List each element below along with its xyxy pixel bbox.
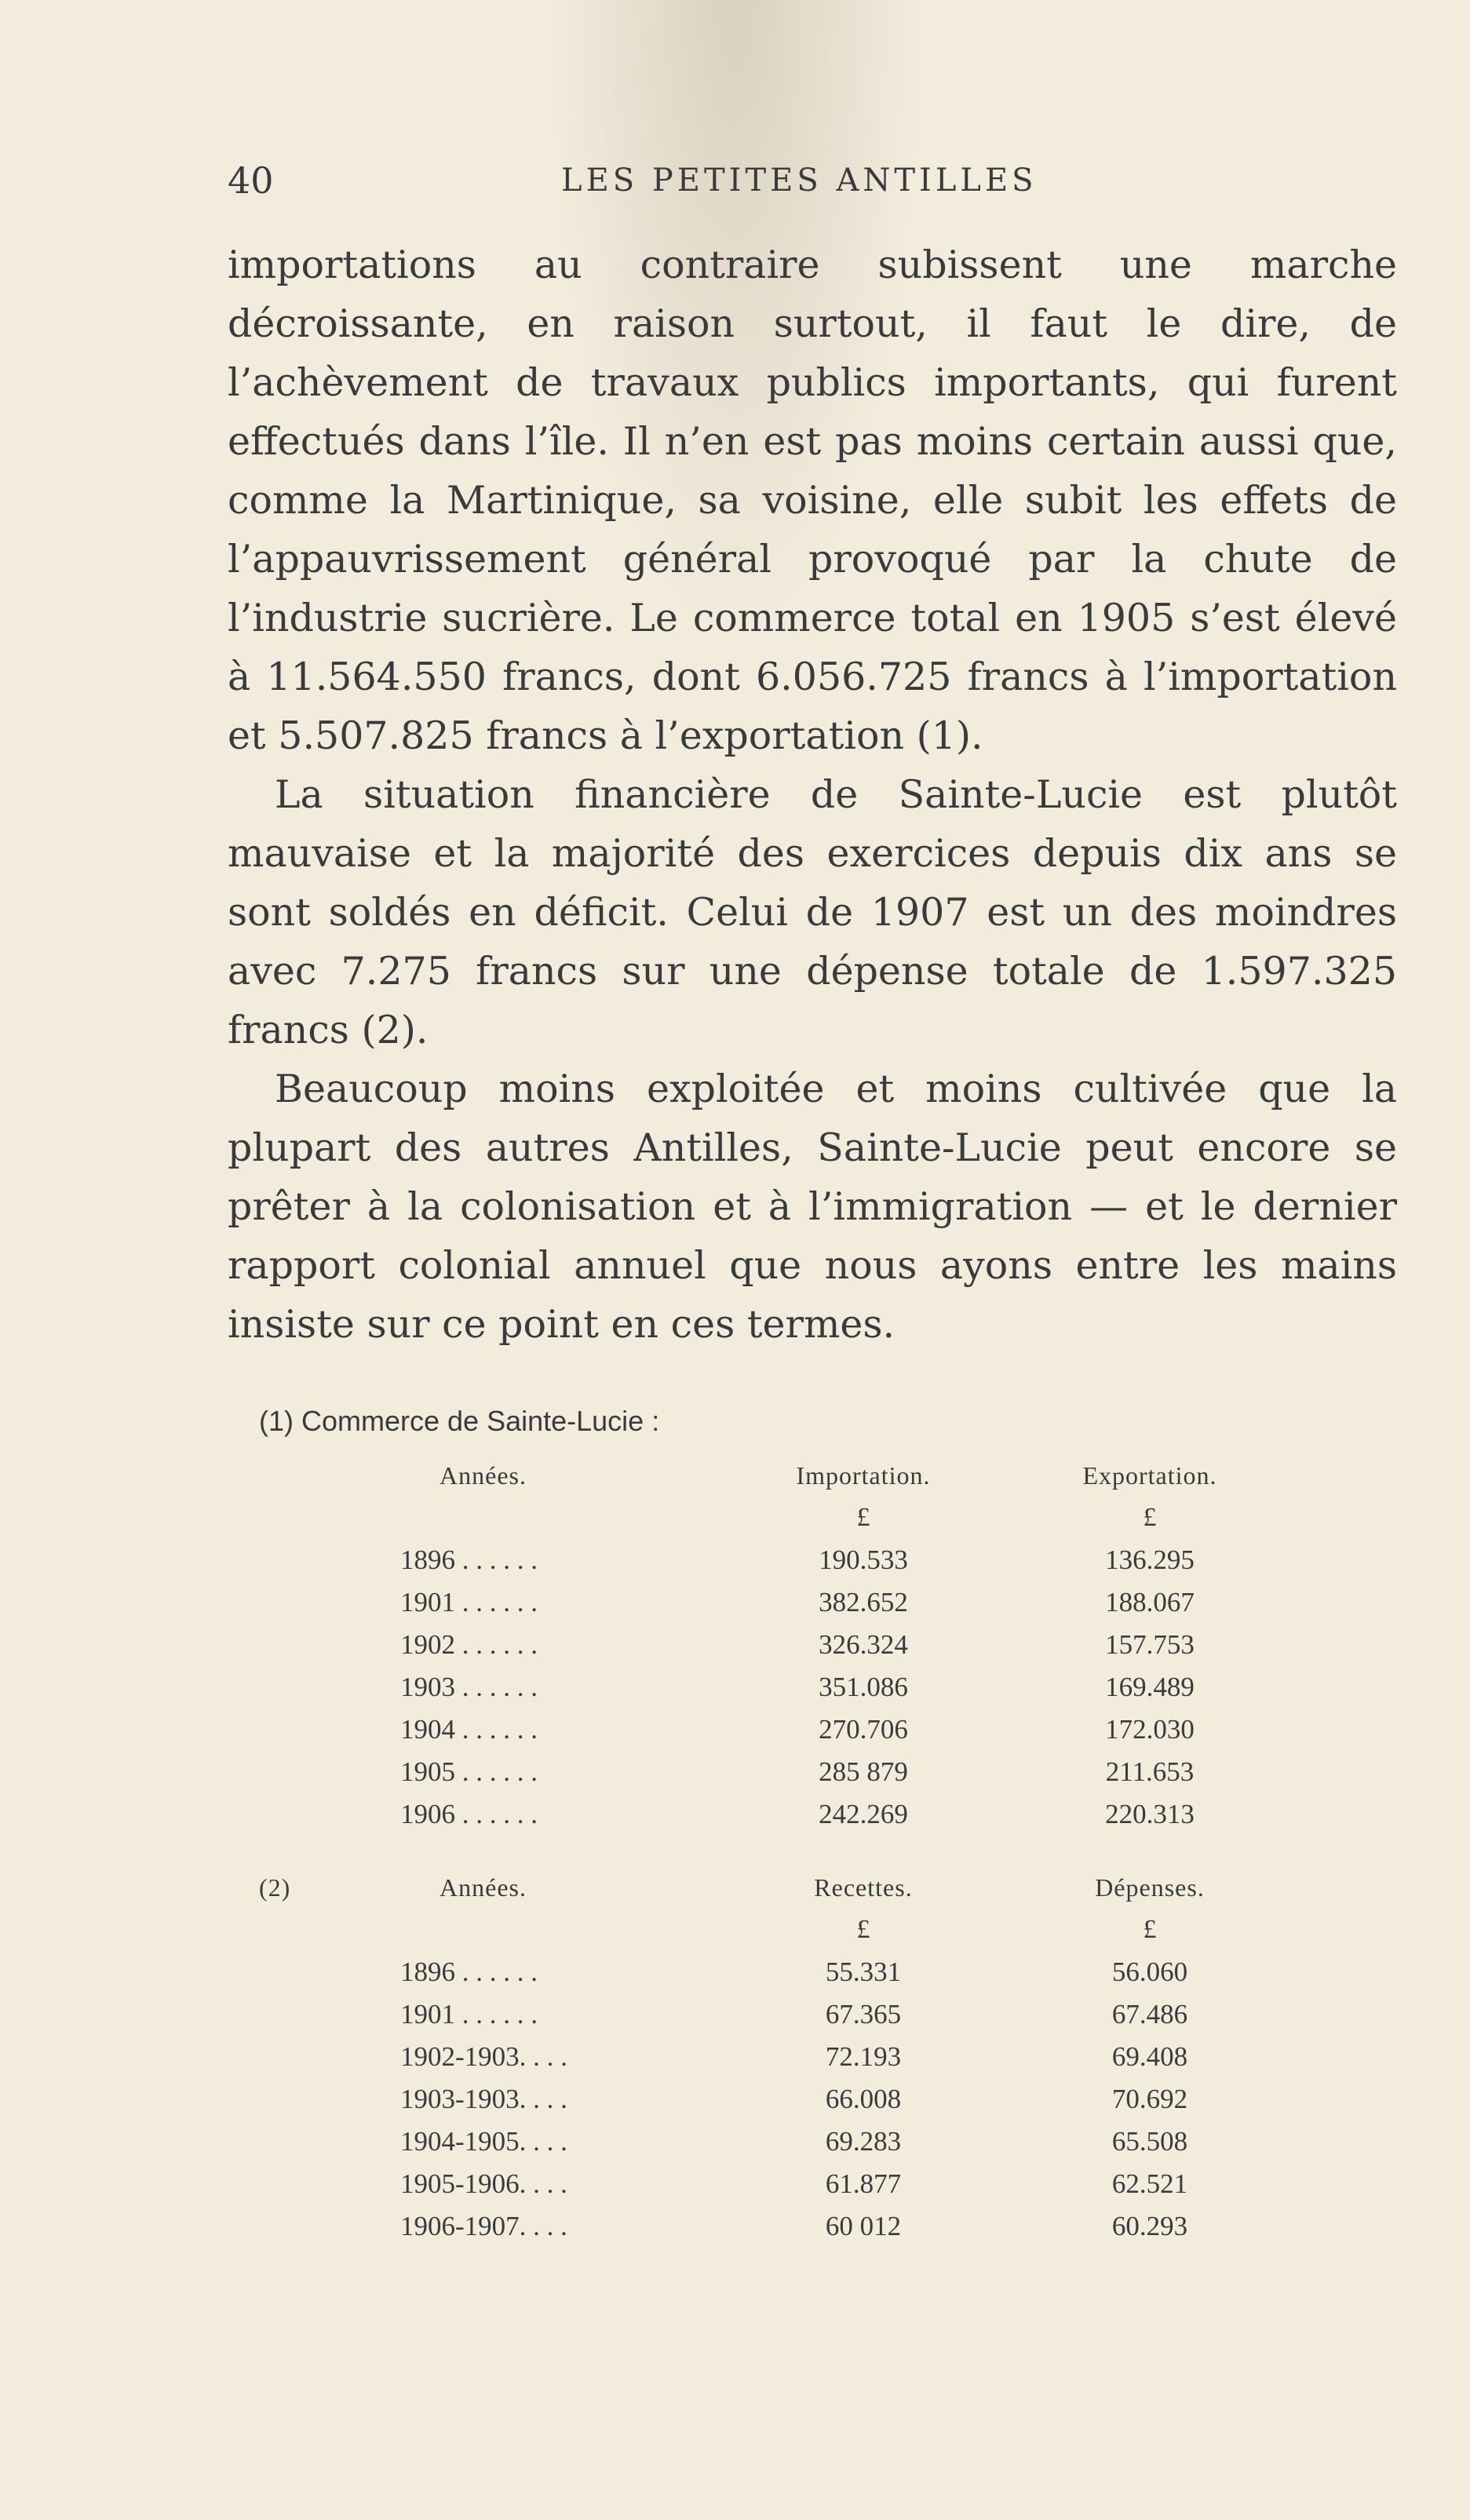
table-row [228, 1951, 1295, 1993]
body-text [228, 235, 1397, 1354]
expense-value: 69.408 [1111, 2041, 1188, 2072]
year-cell: 1903-1903. . . . [400, 2084, 567, 2114]
import-value: 270.706 [819, 1714, 908, 1745]
import-value: 242.269 [819, 1799, 908, 1829]
finance-table [228, 1866, 1295, 2248]
column-header-revenue: Recettes. [814, 1873, 913, 1902]
import-value: 285 879 [819, 1756, 908, 1787]
expense-value: 70.692 [1111, 2084, 1188, 2114]
footnote-2-marker: (2) [259, 1873, 291, 1902]
year-cell: 1902-1903. . . . [400, 2041, 567, 2072]
revenue-value: 67.365 [825, 1999, 902, 2029]
table-row [228, 1666, 1295, 1709]
column-header-years: Années. [440, 1461, 527, 1490]
paragraph-3: Beaucoup moins exploitée et moins cultivée que la plupart des autres Antilles, Sainte-Lucie peut encore se prêter à la colonisation et à l’immigration — et le dernier rapport colonial annuel que nous ayons entre les mains insiste sur ce point en ces termes. [228, 1067, 1397, 1347]
revenue-value: 69.283 [825, 2126, 902, 2157]
import-value: 351.086 [819, 1672, 908, 1702]
table-row [228, 1751, 1295, 1793]
expense-value: 67.486 [1111, 1999, 1188, 2029]
year-cell: 1905 . . . . . . [400, 1756, 538, 1787]
table-row [228, 1793, 1295, 1836]
expense-value: 56.060 [1111, 1957, 1188, 1987]
year-cell: 1906 . . . . . . [400, 1799, 538, 1829]
page-header [228, 157, 1397, 204]
import-value: 190.533 [819, 1544, 908, 1575]
revenue-value: 72.193 [825, 2041, 902, 2072]
export-value: 169.489 [1105, 1672, 1195, 1702]
revenue-value: 61.877 [825, 2168, 902, 2199]
table-row [228, 2036, 1295, 2078]
year-cell: 1896 . . . . . . [400, 1544, 538, 1575]
table-row [228, 2121, 1295, 2163]
year-cell: 1904 . . . . . . [400, 1714, 538, 1745]
year-cell: 1901 . . . . . . [400, 1587, 538, 1617]
expense-value: 60.293 [1111, 2211, 1188, 2241]
commerce-table [228, 1454, 1295, 1836]
export-value: 220.313 [1105, 1799, 1195, 1829]
column-header-expenses: Dépenses. [1095, 1873, 1205, 1902]
table-row [228, 2163, 1295, 2205]
table-header-row [228, 1866, 1295, 1909]
unit-row [228, 1909, 1295, 1951]
table-row [228, 2078, 1295, 2121]
revenue-value: 55.331 [825, 1957, 902, 1987]
export-value: 172.030 [1105, 1714, 1195, 1745]
expense-value: 65.508 [1111, 2126, 1188, 2157]
unit-import: £ [856, 1503, 870, 1532]
year-cell: 1902 . . . . . . [400, 1629, 538, 1660]
table-row [228, 1709, 1295, 1751]
import-value: 382.652 [819, 1587, 908, 1617]
table-header-row [228, 1454, 1295, 1497]
unit-row [228, 1497, 1295, 1539]
table-row [228, 1624, 1295, 1666]
page-number: 40 [228, 159, 274, 202]
revenue-value: 60 012 [825, 2211, 902, 2241]
unit-expenses: £ [1143, 1915, 1157, 1944]
year-cell: 1896 . . . . . . [400, 1957, 538, 1987]
table-row [228, 1539, 1295, 1581]
column-header-export: Exportation. [1082, 1461, 1217, 1490]
export-value: 211.653 [1105, 1756, 1195, 1787]
running-title: LES PETITES ANTILLES [561, 162, 1038, 199]
revenue-value: 66.008 [825, 2084, 902, 2114]
unit-revenue: £ [856, 1915, 870, 1944]
year-cell: 1905-1906. . . . [400, 2168, 567, 2199]
paragraph-2: La situation financière de Sainte-Lucie est plutôt mauvaise et la majorité des exercices depuis dix ans se sont soldés en déficit. Celui de 1907 est un des moindres avec 7.275 francs sur une dépense totale de 1.597.325 francs (2). [228, 772, 1397, 1052]
import-value: 326.324 [819, 1629, 908, 1660]
export-value: 188.067 [1105, 1587, 1195, 1617]
export-value: 136.295 [1105, 1544, 1195, 1575]
year-cell: 1901 . . . . . . [400, 1999, 538, 2029]
column-header-years: Années. [440, 1873, 527, 1902]
paragraph-1: importations au contraire subissent une marche décroissante, en raison surtout, il faut le dire, de l’achèvement de travaux publics importants, qui furent effectués dans l’île. Il n’en est pas moins certain aussi que, comme la Martinique, sa voisine, elle subit les effets de l’appauvrissement général provoqué par la chute de l’industrie sucrière. Le commerce total en 1905 s’est élevé à 11.564.550 francs, dont 6.056.725 francs à l’importation et 5.507.825 francs à l’exportation (1). [228, 243, 1397, 758]
year-cell: 1904-1905. . . . [400, 2126, 567, 2157]
year-cell: 1903 . . . . . . [400, 1672, 538, 1702]
year-cell: 1906-1907. . . . [400, 2211, 567, 2241]
unit-export: £ [1143, 1503, 1157, 1532]
table-row [228, 2205, 1295, 2248]
footnote-1-intro: (1) Commerce de Sainte-Lucie : [259, 1405, 660, 1437]
export-value: 157.753 [1105, 1629, 1195, 1660]
column-header-import: Importation. [796, 1461, 931, 1490]
table-row [228, 1581, 1295, 1624]
expense-value: 62.521 [1111, 2168, 1188, 2199]
table-row [228, 1993, 1295, 2036]
